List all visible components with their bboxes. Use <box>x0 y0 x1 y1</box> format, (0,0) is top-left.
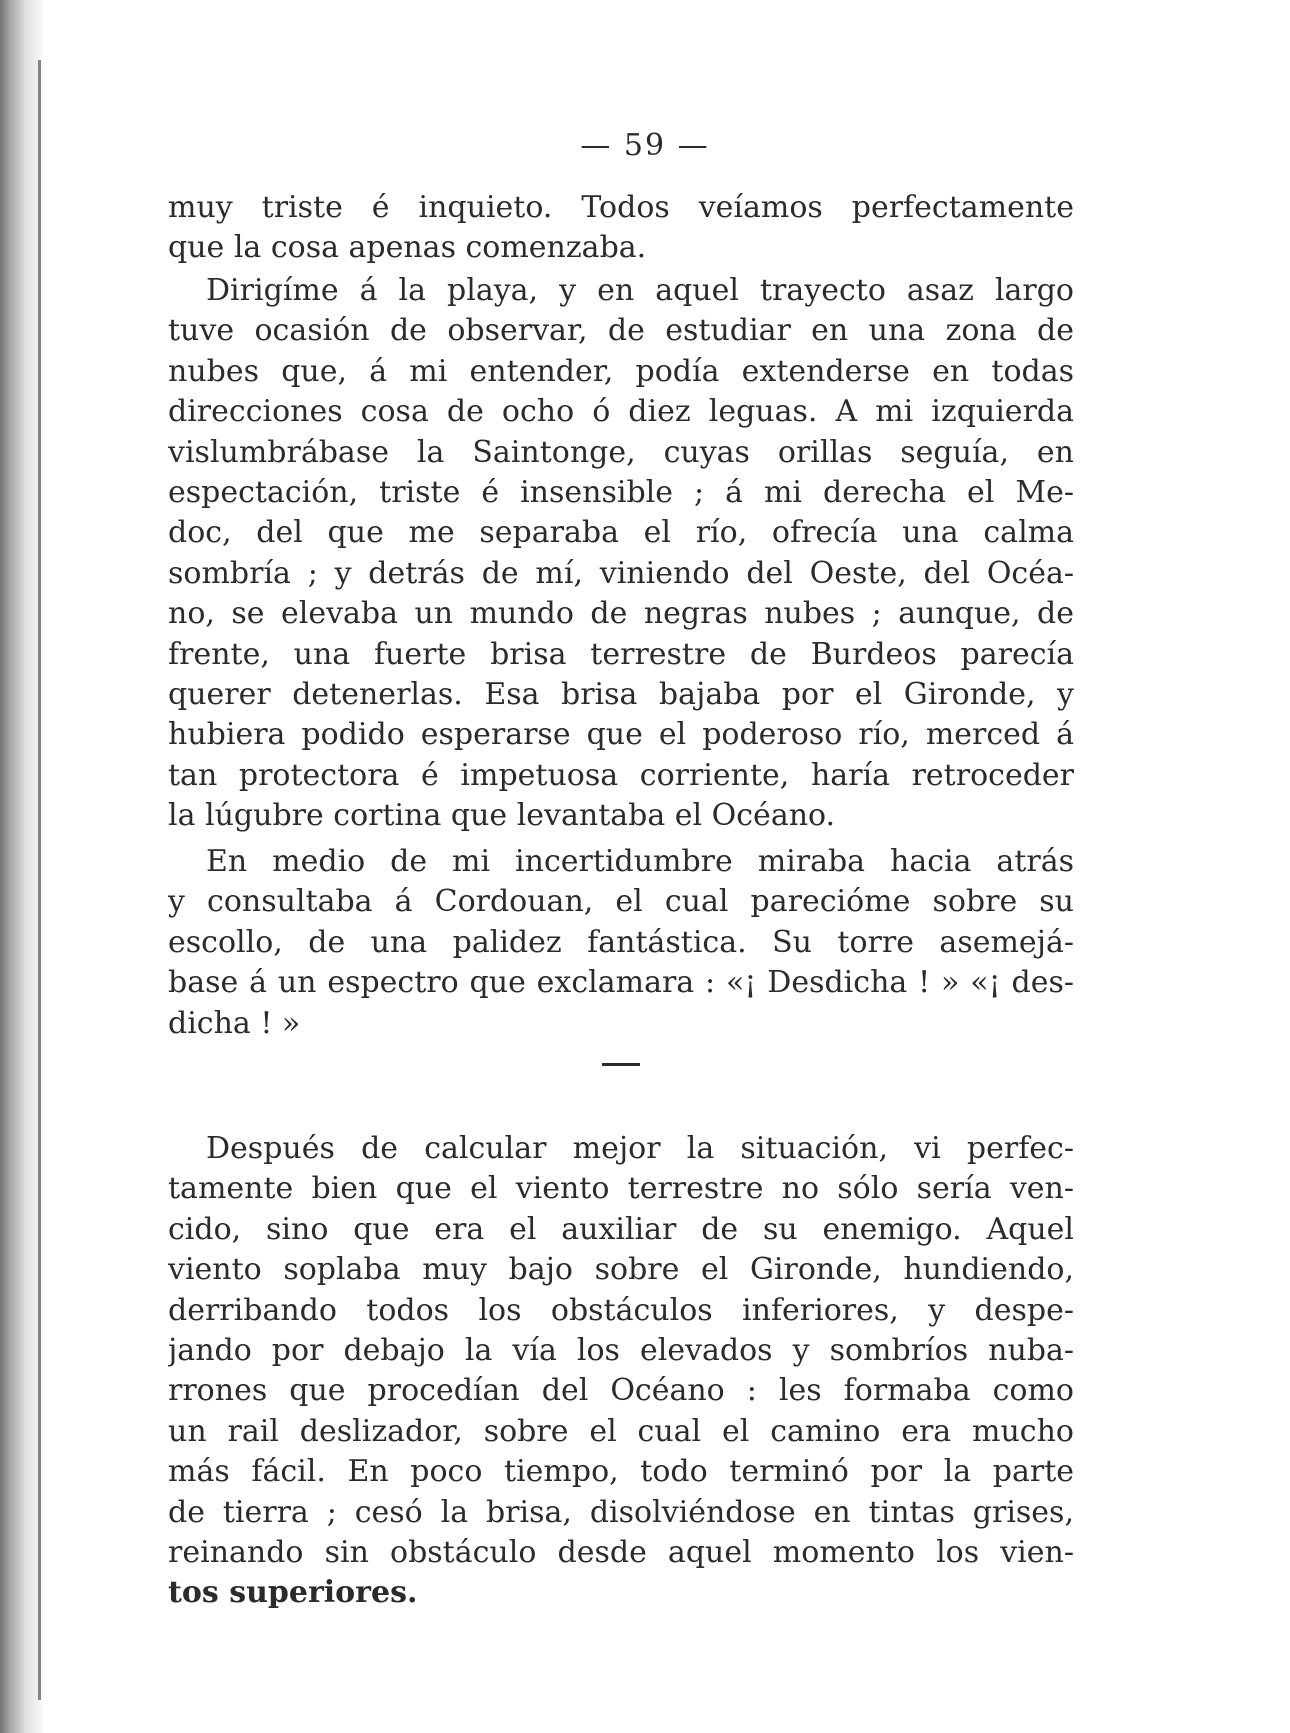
text-line: jando por debajo la vía los elevados y sombríos nuba- <box>168 1332 1074 1368</box>
text-line: sombría ; y detrás de mí, viniendo del Oeste, del Océa- <box>168 555 1074 591</box>
text-line: querer detenerlas. Esa brisa bajaba por el Gironde, y <box>168 676 1074 712</box>
text-line: frente, una fuerte brisa terrestre de Burdeos parecía <box>168 636 1074 672</box>
text-line: rrones que procedían del Océano : les formaba como <box>168 1373 1074 1409</box>
text-line: un rail deslizador, sobre el cual el camino era mucho <box>168 1413 1074 1449</box>
binding-line <box>38 60 41 1700</box>
text-line: y consultaba á Cordouan, el cual parecióme sobre su <box>168 884 1074 920</box>
text-line: derribando todos los obstáculos inferiores, y despe- <box>168 1292 1074 1328</box>
section-separator <box>602 1063 640 1066</box>
page-number: — 59 — <box>580 128 710 163</box>
text-line: tuve ocasión de observar, de estudiar en una zona de <box>168 313 1074 349</box>
paragraph-continuation <box>168 188 1074 269</box>
paragraph-cordouan <box>168 842 1074 1044</box>
text-line: base á un espectro que exclamara : «¡ Desdicha ! » «¡ des- <box>168 965 1074 1001</box>
text-line: En medio de mi incertidumbre miraba hacia atrás <box>206 844 1074 879</box>
text-line: escollo, de una palidez fantástica. Su torre asemejá- <box>168 924 1074 960</box>
text-line: Después de calcular mejor la situación, vi perfec- <box>206 1131 1074 1166</box>
text-line: doc, del que me separaba el río, ofrecía una calma <box>168 515 1074 551</box>
text-line: direcciones cosa de ocho ó diez leguas. A mi izquierda <box>168 394 1074 430</box>
text-line: reinando sin obstáculo desde aquel momento los vien- <box>168 1534 1074 1570</box>
text-line: de tierra ; cesó la brisa, disolviéndose en tintas grises, <box>168 1494 1074 1530</box>
text-line: la lúgubre cortina que levantaba el Océano. <box>168 798 836 834</box>
text-line: tamente bien que el viento terrestre no sólo sería ven- <box>168 1171 1074 1207</box>
text-line: que la cosa apenas comenzaba. <box>168 230 647 266</box>
text-line: vislumbrábase la Saintonge, cuyas orillas seguía, en <box>168 434 1074 470</box>
text-line: muy triste é inquieto. Todos veíamos perfectamente <box>168 190 1074 225</box>
text-line: tan protectora é impetuosa corriente, haría retroceder <box>168 757 1074 793</box>
text-line: viento soplaba muy bajo sobre el Gironde, hundiendo, <box>168 1252 1074 1288</box>
text-line: nubes que, á mi entender, podía extenderse en todas <box>168 353 1074 389</box>
text-line: dicha ! » <box>168 1005 301 1041</box>
text-line: más fácil. En poco tiempo, todo terminó por la parte <box>168 1454 1074 1490</box>
paragraph-playa <box>168 271 1074 836</box>
text-line: espectación, triste é insensible ; á mi derecha el Me- <box>168 474 1074 510</box>
text-line: no, se elevaba un mundo de negras nubes ; aunque, de <box>168 596 1074 632</box>
text-line: hubiera podido esperarse que el poderoso río, merced á <box>168 717 1074 753</box>
text-line: Dirigíme á la playa, y en aquel trayecto asaz largo <box>206 273 1074 308</box>
text-line: cido, sino que era el auxiliar de su enemigo. Aquel <box>168 1211 1074 1247</box>
paragraph-despues <box>168 1129 1074 1614</box>
text-line: tos superiores. <box>168 1575 418 1611</box>
